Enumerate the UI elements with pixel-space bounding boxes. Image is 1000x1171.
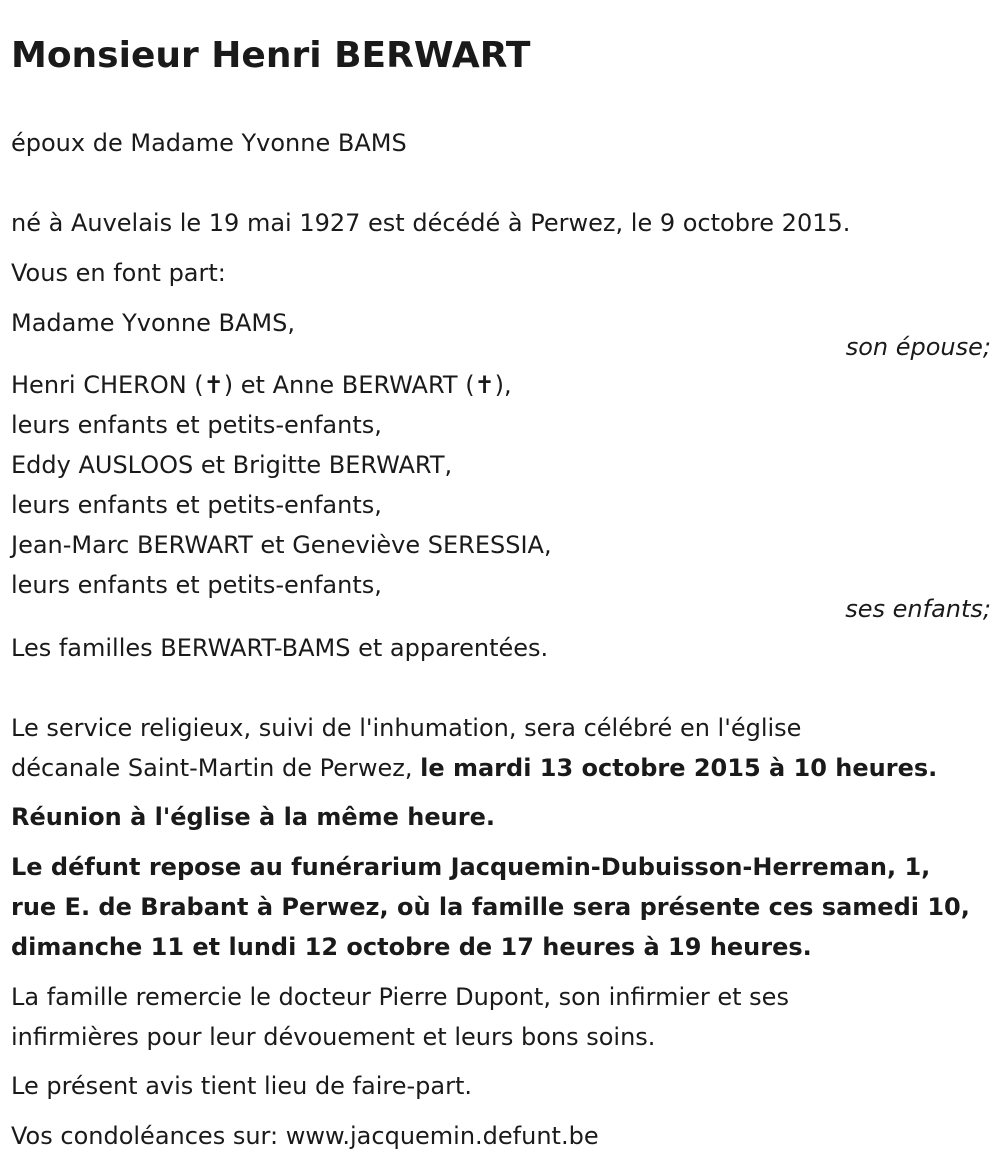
birth-death-line: né à Auvelais le 19 mai 1927 est décédé à Perwez, le 9 octobre 2015. (11, 209, 851, 237)
service-place: décanale Saint-Martin de Perwez, (11, 754, 421, 782)
rest-line-3: dimanche 11 et lundi 12 octobre de 17 heures à 19 heures. (11, 933, 812, 961)
rest-line-2: rue E. de Brabant à Perwez, où la famille sera présente ces samedi 10, (11, 893, 970, 921)
announcers-intro: Vous en font part: (11, 259, 226, 287)
spouse-line: époux de Madame Yvonne BAMS (11, 129, 407, 157)
meeting-line: Réunion à l'église à la même heure. (11, 803, 495, 831)
spouse-name-line: Madame Yvonne BAMS, (11, 309, 295, 337)
service-line-1: Le service religieux, suivi de l'inhumation, sera célébré en l'église (11, 714, 802, 742)
children-line: leurs enfants et petits-enfants, (11, 491, 382, 519)
children-line: Jean-Marc BERWART et Geneviève SERESSIA, (11, 531, 552, 559)
children-line: Henri CHERON (✝) et Anne BERWART (✝), (11, 371, 512, 399)
spouse-role: son épouse; (845, 333, 991, 361)
thanks-line-2: infirmières pour leur dévouement et leurs bons soins. (11, 1023, 656, 1051)
children-line: leurs enfants et petits-enfants, (11, 571, 382, 599)
thanks-line-1: La famille remercie le docteur Pierre Dupont, son infirmier et ses (11, 983, 789, 1011)
notice-line: Le présent avis tient lieu de faire-part. (11, 1072, 473, 1100)
deceased-name-title: Monsieur Henri BERWART (11, 35, 531, 76)
condolences-line: Vos condoléances sur: www.jacquemin.defunt.be (11, 1122, 599, 1150)
children-line: Eddy AUSLOOS et Brigitte BERWART, (11, 451, 453, 479)
families-line: Les familles BERWART-BAMS et apparentées. (11, 634, 549, 662)
children-role: ses enfants; (845, 595, 991, 623)
rest-line-1: Le défunt repose au funérarium Jacquemin-Dubuisson-Herreman, 1, (11, 853, 931, 881)
children-line: leurs enfants et petits-enfants, (11, 411, 382, 439)
service-line-2 (11, 753, 937, 783)
service-date-time: le mardi 13 octobre 2015 à 10 heures. (420, 754, 938, 782)
